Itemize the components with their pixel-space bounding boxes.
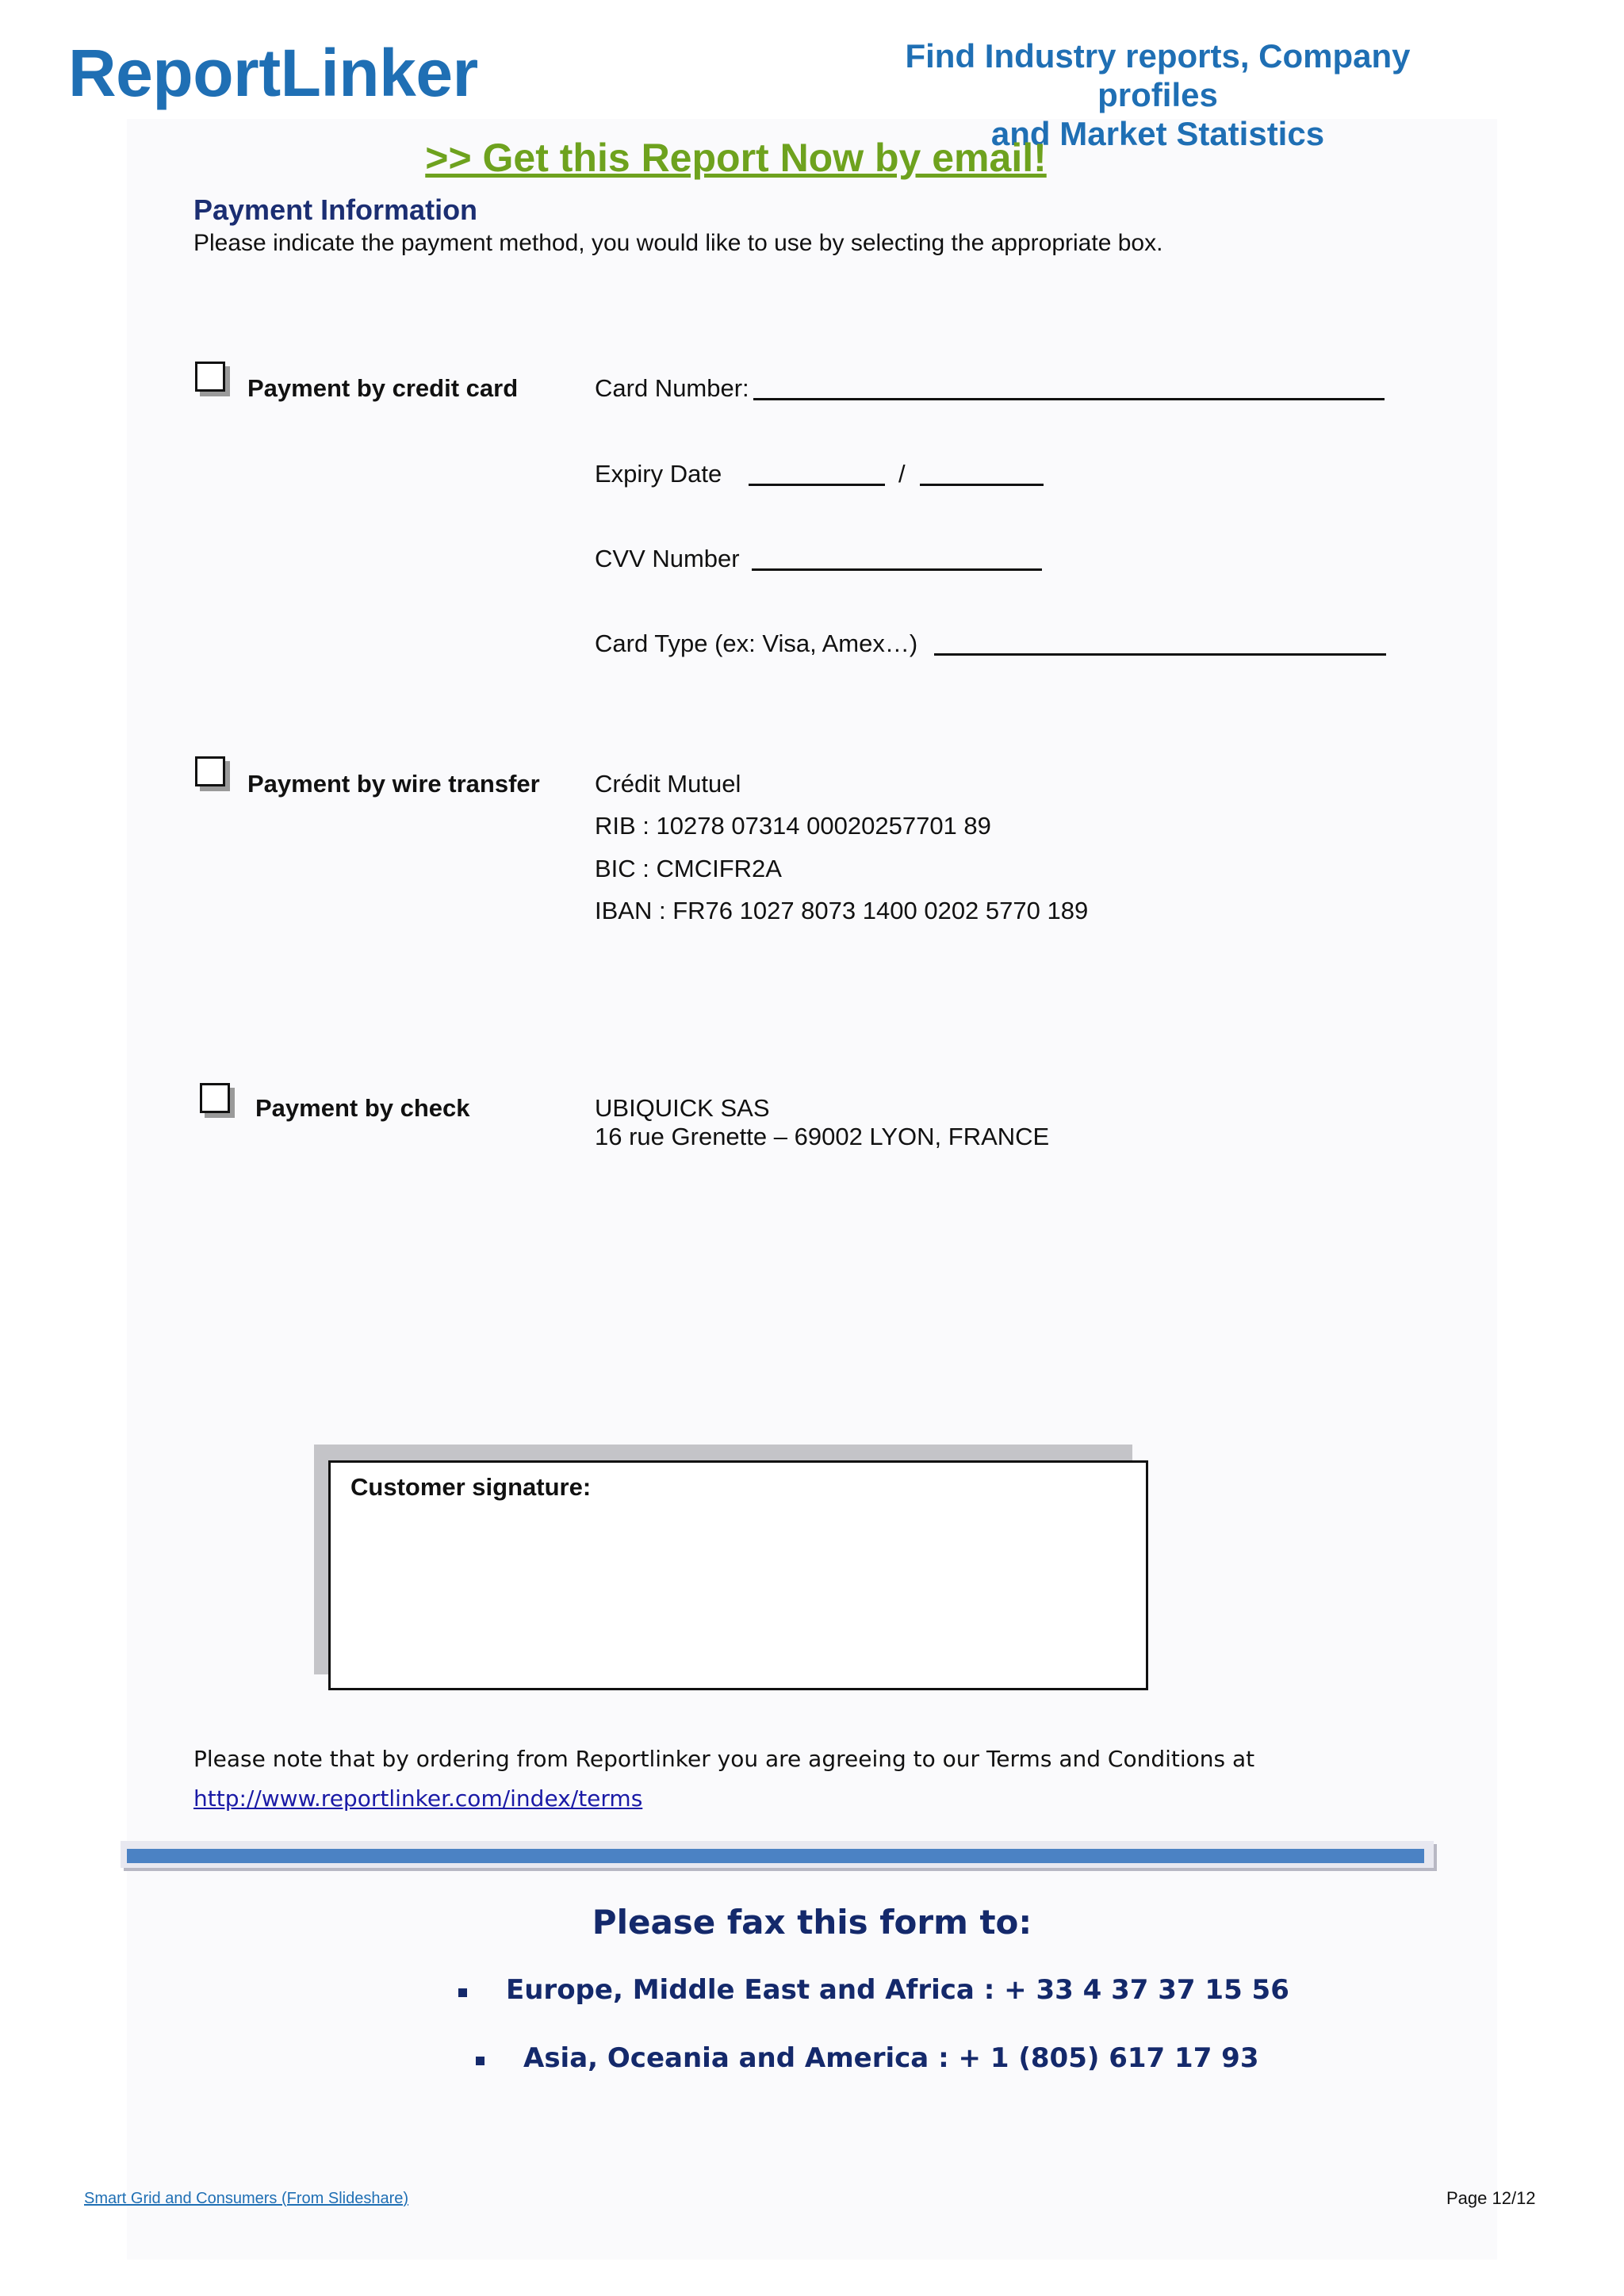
fax-asia: Asia, Oceania and America : + 1 (805) 617 17 93: [523, 2042, 1259, 2074]
payment-description: Please indicate the payment method, you would like to use by selecting the appropriate box.: [193, 230, 1163, 256]
credit-card-checkbox[interactable]: [195, 362, 225, 392]
expiry-year-line[interactable]: [920, 484, 1044, 486]
tagline-line-1: Find Industry reports, Company profiles: [905, 37, 1411, 113]
cvv-label: CVV Number: [595, 545, 740, 572]
bic-code: BIC : CMCIFR2A: [595, 855, 782, 882]
cvv-line[interactable]: [752, 568, 1042, 571]
terms-link[interactable]: http://www.reportlinker.com/index/terms: [193, 1785, 643, 1812]
card-number-label: Card Number:: [595, 374, 749, 402]
divider-bar: [127, 1849, 1424, 1863]
fax-europe: Europe, Middle East and Africa : + 33 4 37 37 15 56: [506, 1974, 1289, 2006]
get-report-link[interactable]: >> Get this Report Now by email!: [425, 136, 1047, 180]
rib-number: RIB : 10278 07314 00020257701 89: [595, 812, 991, 840]
check-address: 16 rue Grenette – 69002 LYON, FRANCE: [595, 1123, 1050, 1150]
check-company: UBIQUICK SAS: [595, 1094, 770, 1122]
bullet-icon: [458, 1988, 467, 1997]
bank-name: Crédit Mutuel: [595, 770, 741, 798]
check-label: Payment by check: [255, 1094, 470, 1122]
signature-label: Customer signature:: [350, 1473, 592, 1501]
fax-title: Please fax this form to:: [592, 1903, 1032, 1942]
page-number: Page 12/12: [1446, 2188, 1536, 2208]
payment-title: Payment Information: [193, 193, 478, 226]
reportlinker-logo[interactable]: ReportLinker: [68, 36, 478, 110]
terms-note: Please note that by ordering from Reportlinker you are agreeing to our Terms and Conditions at: [193, 1746, 1255, 1772]
credit-card-label: Payment by credit card: [247, 374, 519, 402]
card-number-line[interactable]: [753, 398, 1385, 400]
card-type-line[interactable]: [934, 653, 1386, 656]
tagline-line-2: and Market Statistics: [990, 115, 1325, 152]
check-checkbox[interactable]: [200, 1083, 230, 1113]
expiry-month-line[interactable]: [749, 484, 885, 486]
card-type-label: Card Type (ex: Visa, Amex…): [595, 629, 918, 657]
expiry-separator: /: [898, 460, 906, 488]
iban-number: IBAN : FR76 1027 8073 1400 0202 5770 189: [595, 897, 1089, 924]
expiry-date-label: Expiry Date: [595, 460, 722, 488]
bullet-icon: [476, 2057, 485, 2065]
wire-transfer-label: Payment by wire transfer: [247, 770, 540, 798]
footer-source-link[interactable]: Smart Grid and Consumers (From Slideshare): [84, 2190, 409, 2207]
wire-transfer-checkbox[interactable]: [195, 756, 225, 786]
